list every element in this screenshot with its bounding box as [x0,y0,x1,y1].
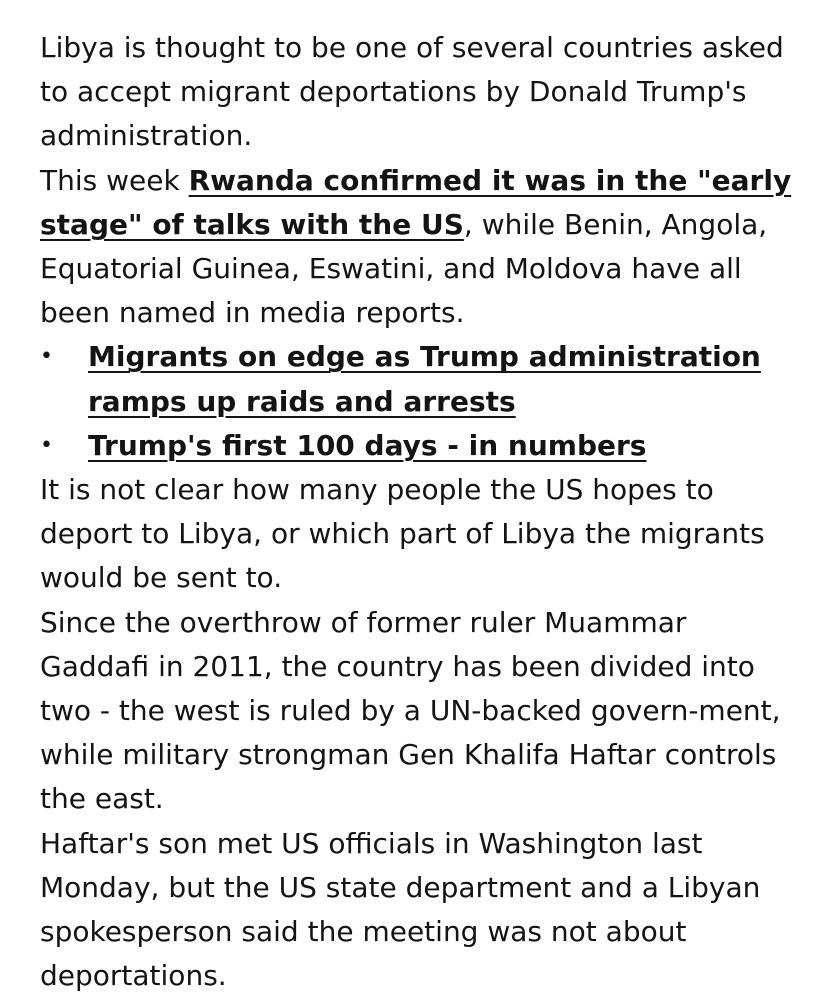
paragraph-talks-rest: , while Benin, Angola, Equatorial Guinea, Eswatini, and Moldova have all been named in media reports. [40,207,768,330]
related-links-list [40,335,800,468]
paragraph-deport-unclear: It is not clear how many people the US hopes to deport to Libya, or which part of Libya the migrants would be sent to. [40,473,765,595]
related-link-item [40,335,800,423]
rwanda-talks-link[interactable]: Rwanda confirmed it was in the "early stage" of talks with the US [40,163,792,241]
paragraph-talks [40,159,800,336]
bullet-icon: • [40,432,53,458]
paragraph-haftar-son: Haftar's son met US officials in Washington last Monday, but the US state department and a Libyan spokesperson said the meeting was not about deportations. [40,826,761,993]
article-body [40,26,800,998]
related-link-first-100-days[interactable]: Trump's first 100 days - in numbers [88,428,647,462]
related-link-item [40,424,800,468]
bullet-icon: • [40,344,53,370]
paragraph-intro: Libya is thought to be one of several countries asked to accept migrant deportations by Donald Trump's administration. [40,31,784,153]
paragraph-libya-divided: Since the overthrow of former ruler Muammar Gaddafi in 2011, the country has been divided into two - the west is ruled by a UN-backed govern-ment, while military strongman Gen Khalifa Haftar controls the east. [40,605,781,816]
related-link-migrants-on-edge[interactable]: Migrants on edge as Trump administration ramps up raids and arrests [88,340,761,418]
paragraph-talks-lead: This week [40,163,189,197]
